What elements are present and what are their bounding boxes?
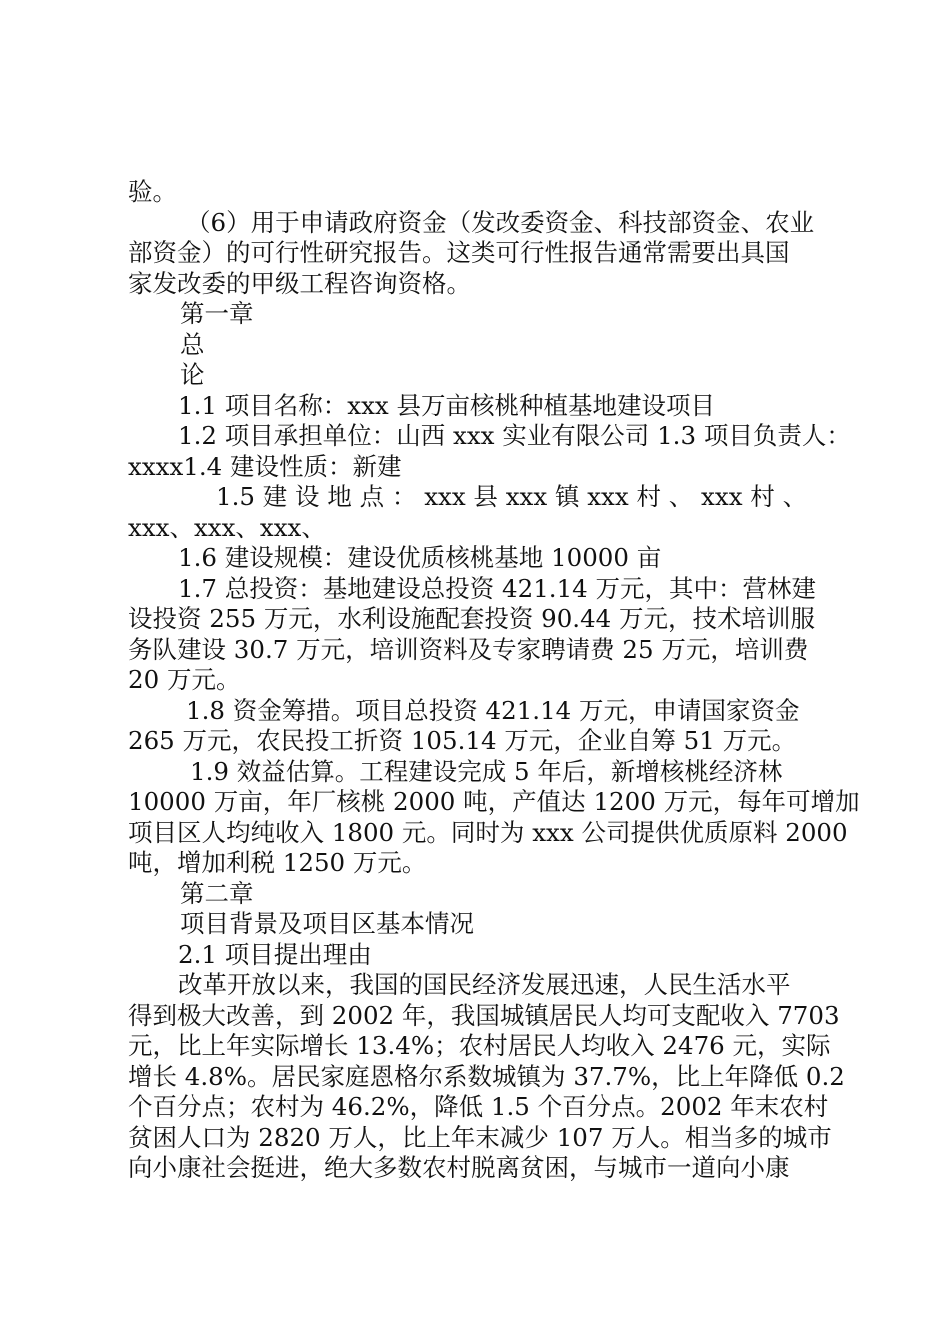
text-line: 20 万元。 (128, 665, 241, 694)
chapter-title-line: 项目背景及项目区基本情况 (180, 909, 474, 938)
text-line: 265 万元，农民投工折资 105.14 万元，企业自筹 51 万元。 (128, 726, 797, 755)
text-line: 增长 4.8%。居民家庭恩格尔系数城镇为 37.7%，比上年降低 0.2 (128, 1061, 845, 1091)
text-line: 务队建设 30.7 万元，培训资料及专家聘请费 25 万元，培训费 (128, 634, 809, 664)
chapter-title-line: 论 (180, 360, 205, 389)
section-heading: 2.1 项目提出理由 (178, 939, 372, 969)
text-line: 10000 万亩，年厂核桃 2000 吨，产值达 1200 万元，每年可增加 (128, 787, 860, 816)
text-line: 1.5 建 设 地 点 ： xxx 县 xxx 镇 xxx 村 、 xxx 村 、 (216, 482, 808, 511)
chapter-heading: 第二章 (180, 878, 254, 908)
text-line: 1.9 效益估算。工程建设完成 5 年后，新增核桃经济林 (190, 756, 783, 786)
text-line: xxxx1.4 建设性质：新建 (128, 451, 402, 481)
text-line: 元，比上年实际增长 13.4%；农村居民人均收入 2476 元，实际 (128, 1031, 831, 1060)
text-line: 项目区人均纯收入 1800 元。同时为 xxx 公司提供优质原料 2000 (128, 817, 848, 847)
text-line: 1.2 项目承担单位：山西 xxx 实业有限公司 1.3 项目负责人： (178, 421, 851, 450)
chapter-title-line: 总 (180, 329, 205, 359)
text-line: 贫困人口为 2820 万人，比上年末减少 107 万人。相当多的城市 (128, 1122, 832, 1152)
text-line: 验。 (128, 177, 177, 206)
text-line: 1.6 建设规模：建设优质核桃基地 10000 亩 (178, 543, 662, 572)
text-line: 1.1 项目名称：xxx 县万亩核桃种植基地建设项目 (178, 390, 715, 420)
text-line: 1.8 资金筹措。项目总投资 421.14 万元，申请国家资金 (186, 695, 800, 725)
text-line: 设投资 255 万元，水利设施配套投资 90.44 万元，技术培训服 (128, 604, 816, 633)
text-line: 个百分点；农村为 46.2%，降低 1.5 个百分点。2002 年末农村 (128, 1092, 829, 1121)
text-line: 1.7 总投资：基地建设总投资 421.14 万元，其中：营林建 (178, 573, 817, 603)
chapter-heading: 第一章 (180, 299, 254, 328)
document-body (128, 177, 860, 1184)
text-line: （6）用于申请政府资金（发改委资金、科技部资金、农业 (186, 207, 815, 237)
text-line: 吨，增加利税 1250 万元。 (128, 848, 427, 877)
text-line: 改革开放以来，我国的国民经济发展迅速，人民生活水平 (178, 970, 791, 999)
text-line: 家发改委的甲级工程咨询资格。 (128, 268, 471, 298)
text-line: 得到极大改善，到 2002 年，我国城镇居民人均可支配收入 7703 (128, 1000, 840, 1030)
text-line: 部资金）的可行性研究报告。这类可行性报告通常需要出具国 (128, 238, 790, 267)
text-line: xxx、xxx、xxx、 (128, 512, 326, 542)
text-line: 向小康社会挺进，绝大多数农村脱离贫困，与城市一道向小康 (128, 1153, 790, 1182)
